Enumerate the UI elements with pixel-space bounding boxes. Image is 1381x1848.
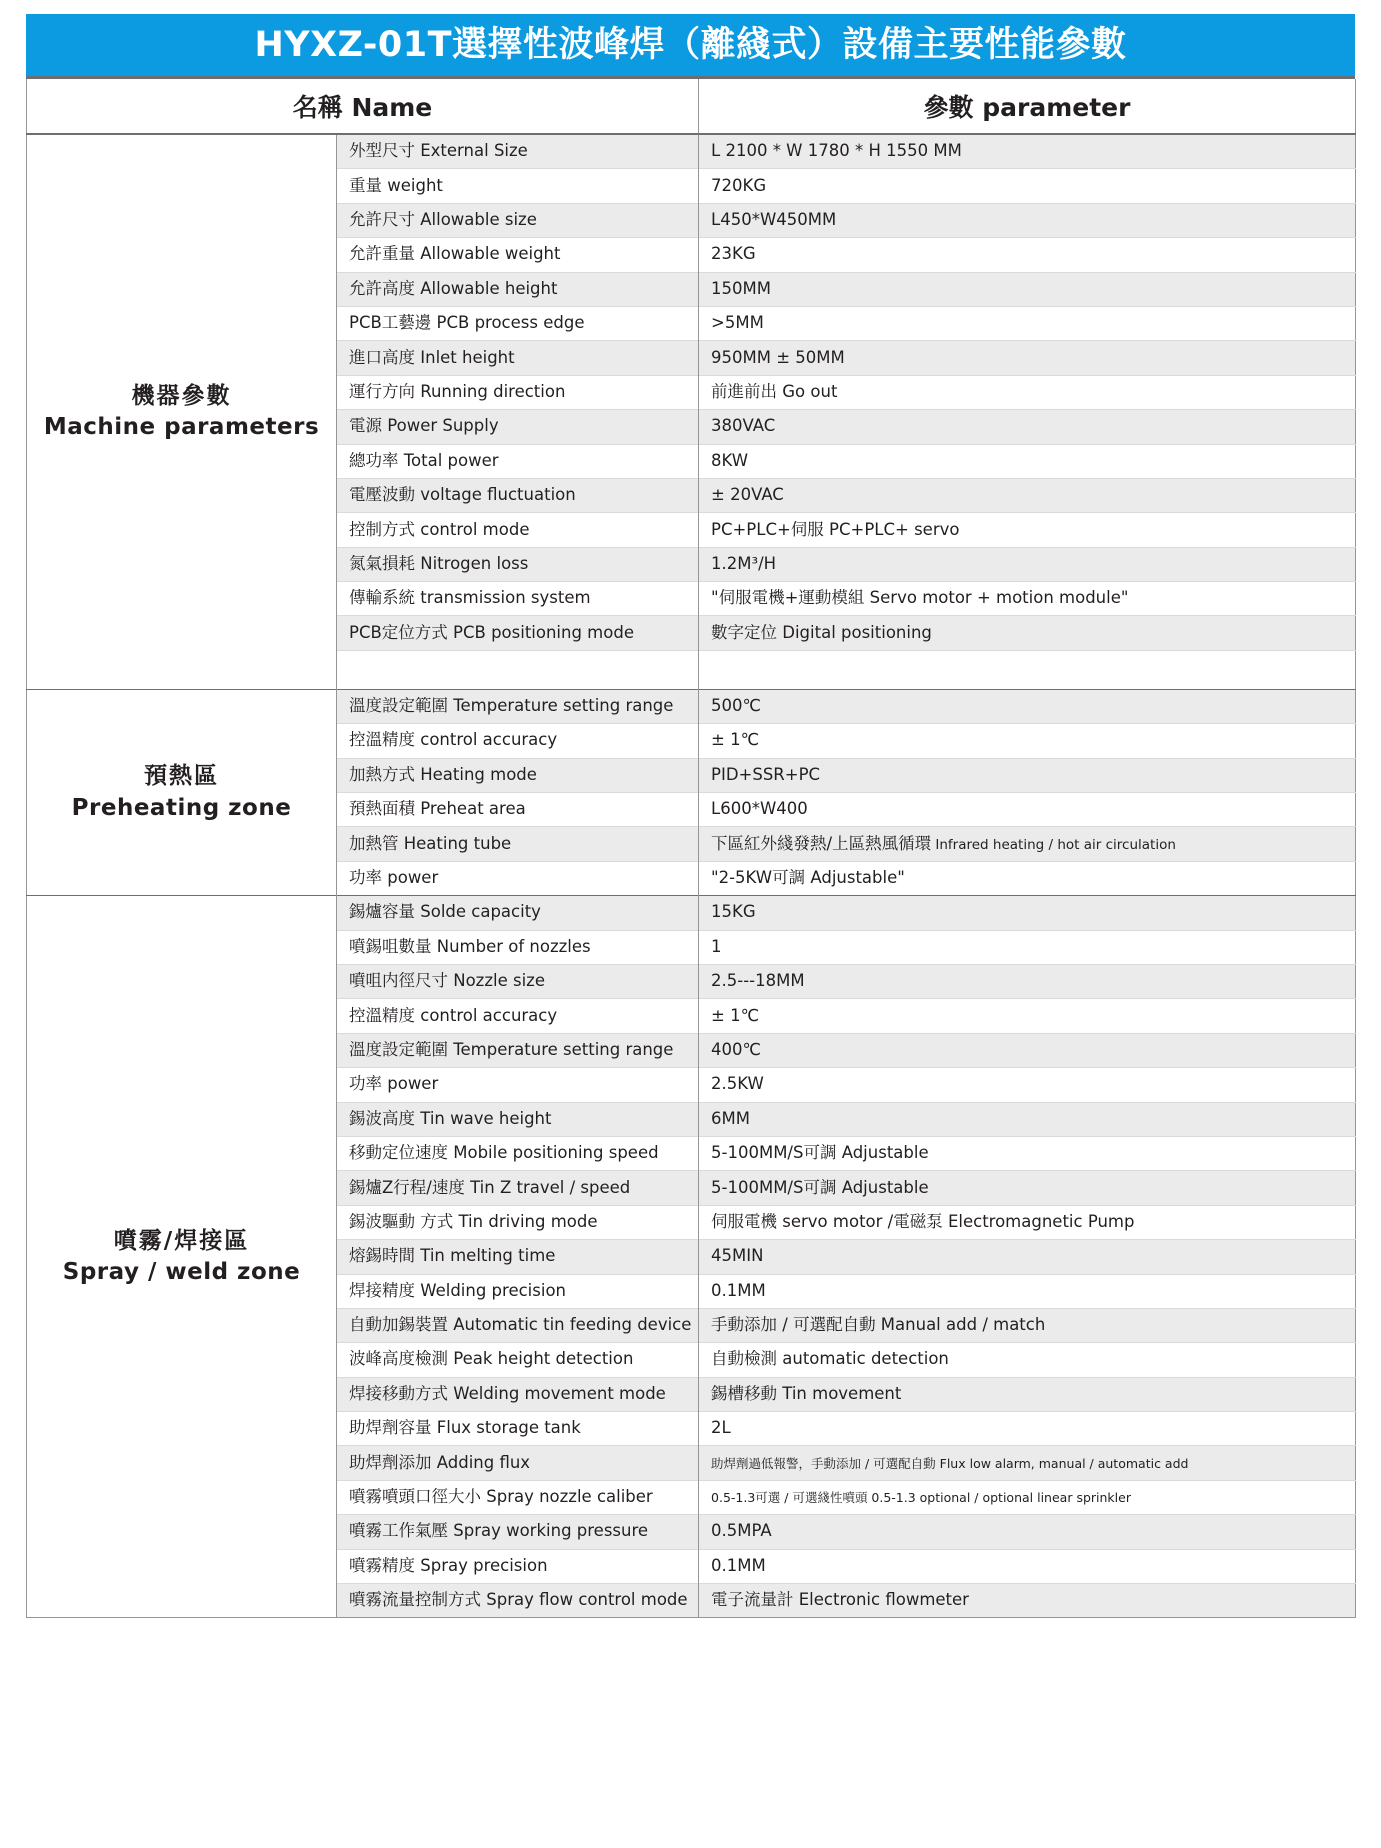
row-value: 0.1MM	[699, 1274, 1356, 1308]
row-name: 預熱面積 Preheat area	[337, 793, 699, 827]
table-row	[27, 689, 1356, 723]
header-row	[27, 79, 1356, 134]
row-name: 溫度設定範圍 Temperature setting range	[337, 689, 699, 723]
row-name: 噴錫咀數量 Number of nozzles	[337, 930, 699, 964]
row-name: 電源 Power Supply	[337, 410, 699, 444]
row-value: "2-5KW可調 Adjustable"	[699, 861, 1356, 895]
row-name: 允許高度 Allowable height	[337, 272, 699, 306]
row-name: 錫爐Z行程/速度 Tin Z travel / speed	[337, 1171, 699, 1205]
row-name: 電壓波動 voltage fluctuation	[337, 478, 699, 512]
section-label-3	[27, 896, 337, 1618]
section-label-cn: 機器參數	[131, 382, 232, 409]
row-name: 移動定位速度 Mobile positioning speed	[337, 1136, 699, 1170]
row-name: 進口高度 Inlet height	[337, 341, 699, 375]
row-name: 總功率 Total power	[337, 444, 699, 478]
row-name: 噴咀内徑尺寸 Nozzle size	[337, 964, 699, 998]
row-value: 400℃	[699, 1033, 1356, 1067]
row-name: 控溫精度 control accuracy	[337, 999, 699, 1033]
blank-cell	[699, 650, 1356, 689]
specification-table	[26, 79, 1356, 1618]
row-name: 重量 weight	[337, 169, 699, 203]
row-value: 0.1MM	[699, 1549, 1356, 1583]
row-value: L450*W450MM	[699, 203, 1356, 237]
row-value	[699, 1480, 1356, 1514]
section-label-en: Spray / weld zone	[62, 1258, 301, 1285]
row-name: 自動加錫裝置 Automatic tin feeding device	[337, 1308, 699, 1342]
blank-cell	[337, 650, 699, 689]
row-name: 噴霧精度 Spray precision	[337, 1549, 699, 1583]
table-header	[27, 79, 1356, 134]
row-value: 5-100MM/S可調 Adjustable	[699, 1171, 1356, 1205]
row-value: >5MM	[699, 306, 1356, 340]
row-value-text: 0.5-1.3可選 / 可選綫性噴頭 0.5-1.3 optional / optional linear sprinkler	[711, 1490, 1131, 1506]
row-value: 2L	[699, 1412, 1356, 1446]
row-value-secondary: Infrared heating / hot air circulation	[931, 836, 1176, 853]
row-name: 控溫精度 control accuracy	[337, 724, 699, 758]
row-value: 電子流量計 Electronic flowmeter	[699, 1584, 1356, 1618]
row-value: ± 1℃	[699, 724, 1356, 758]
row-value: 380VAC	[699, 410, 1356, 444]
row-value: 720KG	[699, 169, 1356, 203]
row-value: 錫槽移動 Tin movement	[699, 1377, 1356, 1411]
row-value: ± 20VAC	[699, 478, 1356, 512]
row-name: 外型尺寸 External Size	[337, 134, 699, 169]
row-value: 5-100MM/S可調 Adjustable	[699, 1136, 1356, 1170]
row-value: ± 1℃	[699, 999, 1356, 1033]
row-value: "伺服電機+運動模組 Servo motor + motion module"	[699, 582, 1356, 616]
row-name: 功率 power	[337, 861, 699, 895]
row-value: 手動添加 / 可選配自動 Manual add / match	[699, 1308, 1356, 1342]
row-name: 加熱方式 Heating mode	[337, 758, 699, 792]
row-name: 助焊劑容量 Flux storage tank	[337, 1412, 699, 1446]
row-value: 150MM	[699, 272, 1356, 306]
row-value: L600*W400	[699, 793, 1356, 827]
row-value: 500℃	[699, 689, 1356, 723]
row-name: 錫爐容量 Solde capacity	[337, 896, 699, 930]
row-value: PID+SSR+PC	[699, 758, 1356, 792]
section-label-1	[27, 134, 337, 689]
row-name: 運行方向 Running direction	[337, 375, 699, 409]
row-value	[699, 827, 1356, 861]
row-name: 助焊劑添加 Adding flux	[337, 1446, 699, 1480]
row-name: 控制方式 control mode	[337, 513, 699, 547]
row-value: 1	[699, 930, 1356, 964]
table-row	[27, 896, 1356, 930]
table-row	[27, 134, 1356, 169]
row-name: 錫波高度 Tin wave height	[337, 1102, 699, 1136]
section-label-cn: 預熱區	[144, 763, 219, 790]
row-value: 6MM	[699, 1102, 1356, 1136]
row-name: 氮氣損耗 Nitrogen loss	[337, 547, 699, 581]
row-value: 15KG	[699, 896, 1356, 930]
row-name: 噴霧流量控制方式 Spray flow control mode	[337, 1584, 699, 1618]
row-name: 噴霧工作氣壓 Spray working pressure	[337, 1515, 699, 1549]
section-label-en: Preheating zone	[71, 794, 292, 821]
row-name: 波峰高度檢測 Peak height detection	[337, 1343, 699, 1377]
row-value: 數字定位 Digital positioning	[699, 616, 1356, 650]
row-value: PC+PLC+伺服 PC+PLC+ servo	[699, 513, 1356, 547]
row-name: 焊接精度 Welding precision	[337, 1274, 699, 1308]
section-label-en: Machine parameters	[43, 413, 320, 440]
row-value: 1.2M³/H	[699, 547, 1356, 581]
row-value-text: 助焊劑過低報警，手動添加 / 可選配自動 Flux low alarm, manual / automatic add	[711, 1455, 1189, 1471]
row-name: 熔錫時間 Tin melting time	[337, 1240, 699, 1274]
row-name: 噴霧噴頭口徑大小 Spray nozzle caliber	[337, 1480, 699, 1514]
column-header-name: 名稱 Name	[27, 79, 699, 134]
row-value: 0.5MPA	[699, 1515, 1356, 1549]
row-name: PCB定位方式 PCB positioning mode	[337, 616, 699, 650]
row-name: PCB工藝邊 PCB process edge	[337, 306, 699, 340]
row-name: 允許尺寸 Allowable size	[337, 203, 699, 237]
row-value: 8KW	[699, 444, 1356, 478]
row-name: 焊接移動方式 Welding movement mode	[337, 1377, 699, 1411]
row-name: 加熱管 Heating tube	[337, 827, 699, 861]
row-value: 前進前出 Go out	[699, 375, 1356, 409]
row-name: 允許重量 Allowable weight	[337, 238, 699, 272]
row-value: L 2100 * W 1780 * H 1550 MM	[699, 134, 1356, 169]
row-value: 23KG	[699, 238, 1356, 272]
row-name: 傳輸系統 transmission system	[337, 582, 699, 616]
row-value-main: 下區紅外綫發熱/上區熱風循環	[711, 833, 932, 853]
row-name: 溫度設定範圍 Temperature setting range	[337, 1033, 699, 1067]
page-title: HYXZ-01T選擇性波峰焊（離綫式）設備主要性能參數	[254, 24, 1127, 65]
title-banner	[26, 14, 1355, 79]
section-label-2	[27, 689, 337, 895]
row-name: 錫波驅動 方式 Tin driving mode	[337, 1205, 699, 1239]
column-header-parameter: 參數 parameter	[699, 79, 1356, 134]
section-label-cn: 噴霧/焊接區	[113, 1227, 250, 1254]
row-value: 伺服電機 servo motor /電磁泵 Electromagnetic Pump	[699, 1205, 1356, 1239]
row-value: 45MIN	[699, 1240, 1356, 1274]
row-value: 950MM ± 50MM	[699, 341, 1356, 375]
table-body	[27, 134, 1356, 1618]
row-value: 2.5---18MM	[699, 964, 1356, 998]
row-value: 自動檢測 automatic detection	[699, 1343, 1356, 1377]
row-value: 2.5KW	[699, 1068, 1356, 1102]
row-name: 功率 power	[337, 1068, 699, 1102]
row-value	[699, 1446, 1356, 1480]
